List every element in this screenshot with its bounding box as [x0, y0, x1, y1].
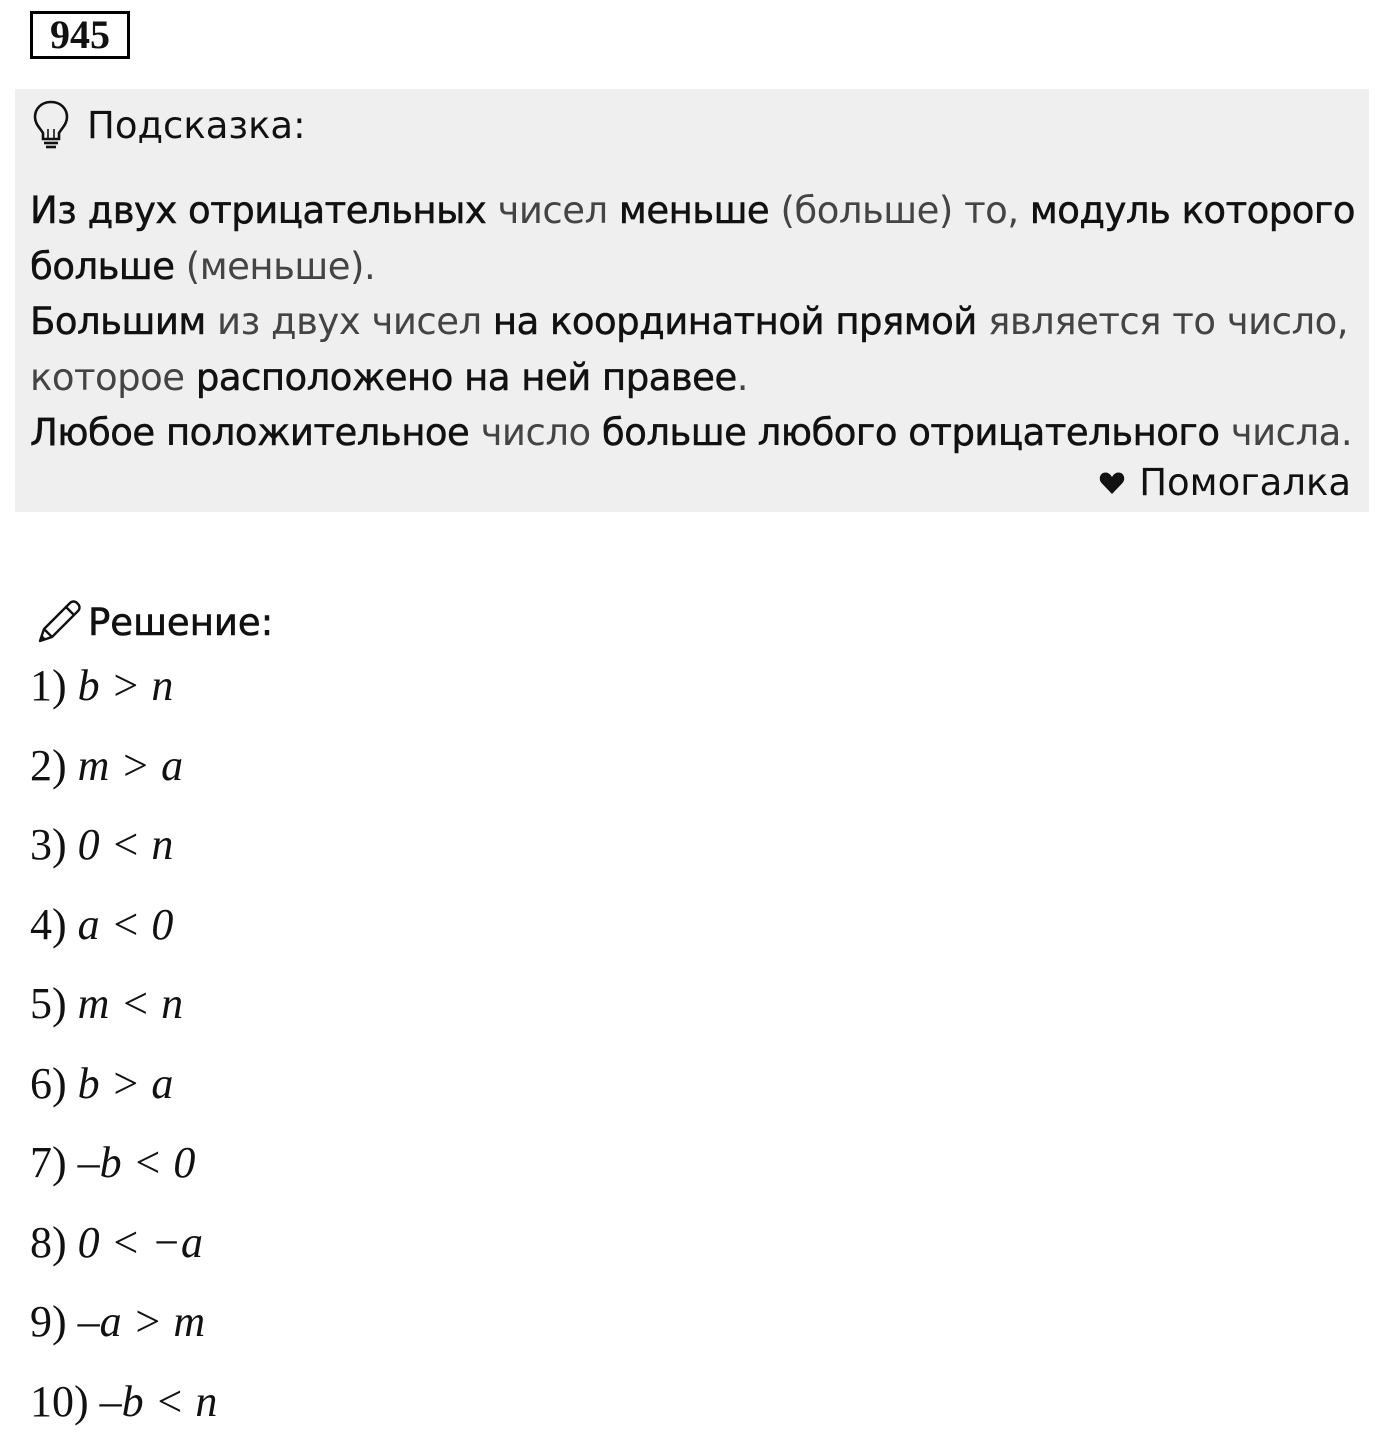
hint-line — [30, 294, 1360, 350]
answer-number: 10) — [30, 1376, 100, 1426]
hint-run: является то число, — [976, 300, 1349, 343]
answer-expression: a < 0 — [77, 899, 174, 949]
hint-emphasis: на координатной прямой — [492, 300, 977, 343]
answer-number: 7) — [30, 1138, 78, 1187]
hint-line — [30, 405, 1360, 461]
hint-line — [30, 183, 1360, 239]
lightbulb-icon — [31, 99, 71, 151]
answer-expression: –b < 0 — [77, 1138, 196, 1187]
answer-expression: –a > m — [77, 1297, 206, 1346]
hint-emphasis: больше любого отрицательного — [601, 411, 1220, 454]
answer-number: 5) — [30, 979, 78, 1028]
answer-item — [30, 976, 183, 1032]
hint-emphasis: меньше — [618, 189, 770, 232]
answer-expression: 0 < −a — [77, 1217, 204, 1267]
credit — [1099, 461, 1351, 504]
hint-run: (больше) то, — [769, 189, 1030, 232]
hint-run: число — [469, 411, 602, 454]
answer-expression: m < n — [77, 979, 184, 1028]
hint-emphasis: Любое положительное — [30, 411, 470, 454]
answer-number: 4) — [30, 899, 78, 949]
credit-label: Помогалка — [1139, 461, 1351, 504]
answer-expression: –b < n — [99, 1376, 218, 1426]
hint-emphasis: расположено на ней правее — [195, 355, 737, 399]
hint-emphasis: больше — [30, 244, 175, 288]
answer-item — [30, 658, 173, 714]
answer-number: 9) — [30, 1297, 78, 1346]
hint-emphasis: Большим — [30, 300, 206, 343]
hint-header — [31, 97, 306, 153]
answer-number: 1) — [30, 661, 78, 710]
answer-item — [30, 897, 173, 953]
hint-run: чисел — [486, 189, 619, 232]
hint-run: числа. — [1219, 411, 1353, 454]
hint-run: . — [736, 355, 748, 399]
solution-title: Решение: — [88, 600, 274, 644]
answer-expression: b > n — [77, 661, 174, 710]
answer-number: 6) — [30, 1058, 78, 1108]
answer-item — [30, 1374, 217, 1430]
solution-header — [34, 594, 273, 650]
answer-expression: b > a — [77, 1058, 174, 1108]
hint-text — [30, 183, 1360, 461]
hint-emphasis: модуль которого — [1029, 189, 1355, 232]
hint-run: которое — [30, 355, 196, 399]
pencil-icon — [34, 597, 84, 647]
hint-box — [15, 89, 1369, 512]
answer-number: 2) — [30, 740, 78, 790]
heart-icon — [1099, 471, 1125, 495]
answer-item — [30, 817, 173, 873]
answer-item — [30, 1056, 173, 1112]
answer-item — [30, 1215, 203, 1271]
answer-number: 8) — [30, 1217, 78, 1267]
answer-expression: m > a — [77, 740, 184, 790]
hint-emphasis: Из двух отрицательных — [30, 189, 487, 232]
task-number: 945 — [30, 11, 130, 59]
hint-line — [30, 350, 1360, 406]
answer-item — [30, 1294, 205, 1350]
answer-number: 3) — [30, 820, 78, 869]
hint-run: (меньше). — [174, 244, 376, 288]
answer-expression: 0 < n — [77, 820, 174, 869]
hint-run: из двух чисел — [205, 300, 493, 343]
answer-item — [30, 1135, 195, 1191]
answer-item — [30, 738, 183, 794]
hint-line — [30, 239, 1360, 295]
hint-title: Подсказка: — [87, 103, 306, 147]
